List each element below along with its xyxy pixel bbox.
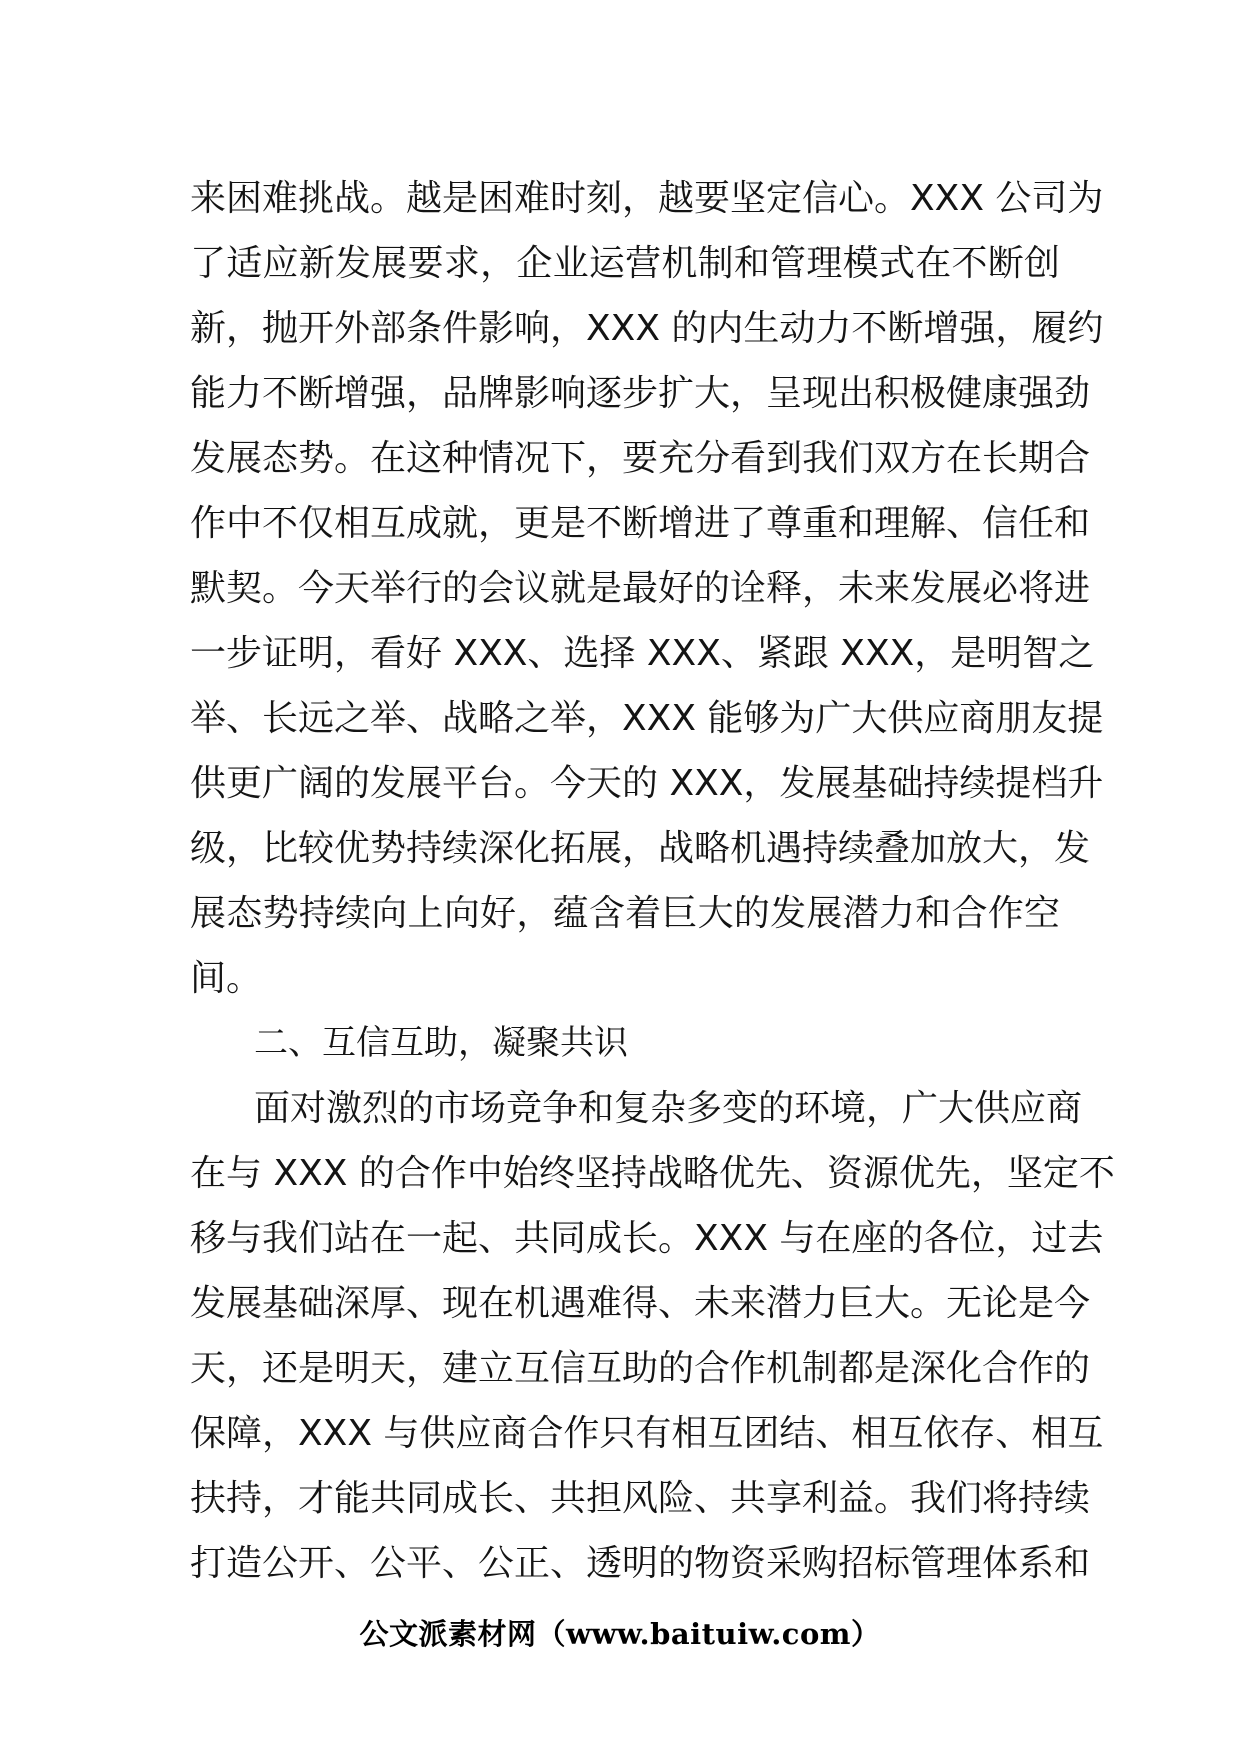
text-line: 一步证明，看好 XXX、选择 XXX、紧跟 XXX，是明智之 <box>190 633 1095 674</box>
text-line: 能力不断增强，品牌影响逐步扩大，呈现出积极健康强劲 <box>190 373 1091 414</box>
text-line: 面对激烈的市场竞争和复杂多变的环境，广大供应商 <box>254 1088 1083 1129</box>
text-line: 了适应新发展要求，企业运营机制和管理模式在不断创 <box>190 243 1060 284</box>
text-line: 打造公开、公平、公正、透明的物资采购招标管理体系和 <box>190 1543 1091 1584</box>
text-line: 级，比较优势持续深化拓展，战略机遇持续叠加放大，发 <box>190 828 1091 869</box>
text-line: 作中不仅相互成就，更是不断增进了尊重和理解、信任和 <box>190 503 1091 544</box>
text-line: 来困难挑战。越是困难时刻，越要坚定信心。XXX 公司为 <box>190 178 1104 219</box>
text-line: 扶持，才能共同成长、共担风险、共享利益。我们将持续 <box>190 1478 1091 1519</box>
text-line: 举、长远之举、战略之举，XXX 能够为广大供应商朋友提 <box>190 698 1104 739</box>
text-line: 展态势持续向上向好，蕴含着巨大的发展潜力和合作空 <box>190 893 1060 934</box>
text-line: 保障，XXX 与供应商合作只有相互团结、相互依存、相互 <box>190 1413 1104 1454</box>
text-line: 发展基础深厚、现在机遇难得、未来潜力巨大。无论是今 <box>190 1283 1091 1324</box>
text-line: 供更广阔的发展平台。今天的 XXX，发展基础持续提档升 <box>190 763 1104 804</box>
text-line: 在与 XXX 的合作中始终坚持战略优先、资源优先，坚定不 <box>190 1153 1115 1194</box>
text-line: 间。 <box>190 958 263 999</box>
section-heading: 二、互信互助，凝聚共识 <box>254 1023 628 1063</box>
text-line: 移与我们站在一起、共同成长。XXX 与在座的各位，过去 <box>190 1218 1104 1259</box>
footer-watermark: 公文派素材网（www.baituiw.com） <box>359 1617 881 1651</box>
text-line: 天，还是明天，建立互信互助的合作机制都是深化合作的 <box>190 1348 1091 1389</box>
text-line: 发展态势。在这种情况下，要充分看到我们双方在长期合 <box>190 438 1091 479</box>
document-body <box>190 166 1115 1596</box>
text-line: 默契。今天举行的会议就是最好的诠释，未来发展必将进 <box>190 568 1091 609</box>
text-line: 新，抛开外部条件影响，XXX 的内生动力不断增强，履约 <box>190 308 1104 349</box>
